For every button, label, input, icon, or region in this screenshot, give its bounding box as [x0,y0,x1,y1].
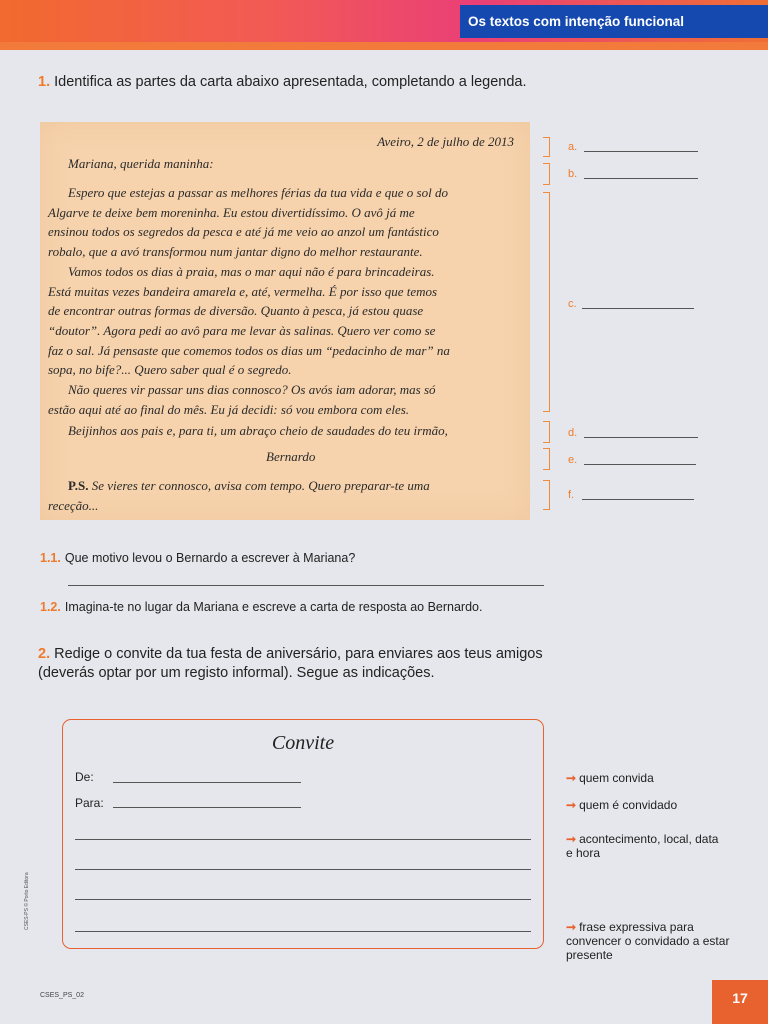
letter-greeting: Mariana, querida maninha: [68,156,214,171]
bracket-e [543,448,550,470]
legend-label-f: f. [568,489,575,501]
letter-body-line: Vamos todos os dias à praia, mas o mar aqui não é para brincadeiras. [68,264,435,279]
bracket-b [543,163,550,185]
from-label: De: [75,770,94,784]
letter-signature: Bernardo [266,449,316,464]
legend-answer-line-d[interactable] [584,437,698,438]
postscript-text: Se vieres ter connosco, avisa com tempo. Quero preparar-te uma [88,478,430,493]
arrow-icon: ➞ [566,771,577,785]
letter-body-line: receção... [48,498,99,513]
legend-label-b: b. [568,168,578,180]
bracket-c [543,192,550,412]
legend-answer-line-f[interactable] [582,499,694,500]
letter-body-line: sopa, no bife?... Quero saber qual é o segredo. [48,362,292,377]
page-number: 17 [712,980,768,1024]
invitation-title: Convite [271,732,335,754]
event-line[interactable] [75,839,531,840]
letter-body-line: Algarve te deixe bem moreninha. Eu estou divertidíssimo. O avô já me [48,205,415,220]
legend-answer-line-e[interactable] [584,464,696,465]
from-field-line[interactable] [113,782,301,783]
invitation-box [62,719,544,949]
letter-body-line: robalo, que a avó transformou num jantar digno do melhor restaurante. [48,244,423,259]
question-text: Identifica as partes da carta abaixo apresentada, completando a legenda. [54,74,527,90]
letter-body-line: “doutor”. Agora pedi ao avô para me levar às salinas. Quero ver como se [48,323,436,338]
side-copyright-code: CSES-PS © Porto Editora [24,872,30,930]
letter-place-date: Aveiro, 2 de julho de 2013 [377,134,514,149]
legend-label-c: c. [568,298,577,310]
letter-body-line: Espero que estejas a passar as melhores férias da tua vida e que o sol do [68,185,448,200]
message-line[interactable] [75,931,531,932]
note-persuasive-phrase: ➞ frase expressiva para convencer o convidado a estar presente [566,920,730,962]
event-line[interactable] [75,869,531,870]
bracket-f [543,480,550,510]
question-1-1 [40,551,355,565]
question-number: 1.2. [40,600,61,614]
note-event: ➞ acontecimento, local, data e hora [566,832,719,860]
question-number: 1. [38,74,51,90]
arrow-icon: ➞ [566,920,577,934]
question-number: 1.1. [40,551,61,565]
footer-code: CSES_PS_02 [40,992,84,999]
legend-answer-line-c[interactable] [582,308,694,309]
answer-line-1-1[interactable] [68,585,544,586]
section-title: Os textos com intenção funcional [460,5,768,38]
legend-label-e: e. [568,454,578,466]
letter-box [40,122,530,520]
letter-body-line: estão aqui até ao final do mês. Eu já decidi: só vou embora com eles. [48,402,410,417]
letter-body-line: de encontrar outras formas de diversão. Quanto à pesca, já estou quase [48,303,424,318]
legend-label-a: a. [568,141,578,153]
question-2 [38,645,558,683]
bracket-a [543,137,550,157]
question-number: 2. [38,646,51,662]
to-field-line[interactable] [113,807,301,808]
letter-body-line: Está muitas vezes bandeira amarela e, até, vermelha. É por isso que temos [48,284,438,299]
question-text: Que motivo levou o Bernardo a escrever à Mariana? [64,551,356,565]
note-who-is-invited: ➞ quem é convidado [566,798,678,812]
question-text: Redige o convite da tua festa de aniversário, para enviares aos teus amigos (deverás optar por um registo informal). Segue as indicações. [38,646,543,681]
letter-postscript [68,478,542,494]
note-who-invites: ➞ quem convida [566,771,654,785]
legend-answer-line-b[interactable] [584,178,698,179]
letter-body-line: Não queres vir passar uns dias connosco? Os avós iam adorar, mas só [68,382,436,397]
letter-body-line: faz o sal. Já pensaste que comemos todos os dias um “pedacinho de mar” na [48,343,450,358]
arrow-icon: ➞ [566,832,577,846]
message-line[interactable] [75,899,531,900]
to-label: Para: [75,796,104,810]
question-text: Imagina-te no lugar da Mariana e escreve a carta de resposta ao Bernardo. [64,600,483,614]
letter-closing: Beijinhos aos pais e, para ti, um abraço cheio de saudades do teu irmão, [68,423,448,438]
question-1 [38,73,558,92]
bracket-d [543,421,550,443]
arrow-icon: ➞ [566,798,577,812]
letter-body-line: ensinou todos os segredos da pesca e até já me veio ao anzol um fantástico [48,224,439,239]
postscript-label: P.S. [68,478,89,493]
legend-answer-line-a[interactable] [584,151,698,152]
top-band-stripe [0,42,768,50]
legend-label-d: d. [568,427,578,439]
question-1-2 [40,600,482,614]
